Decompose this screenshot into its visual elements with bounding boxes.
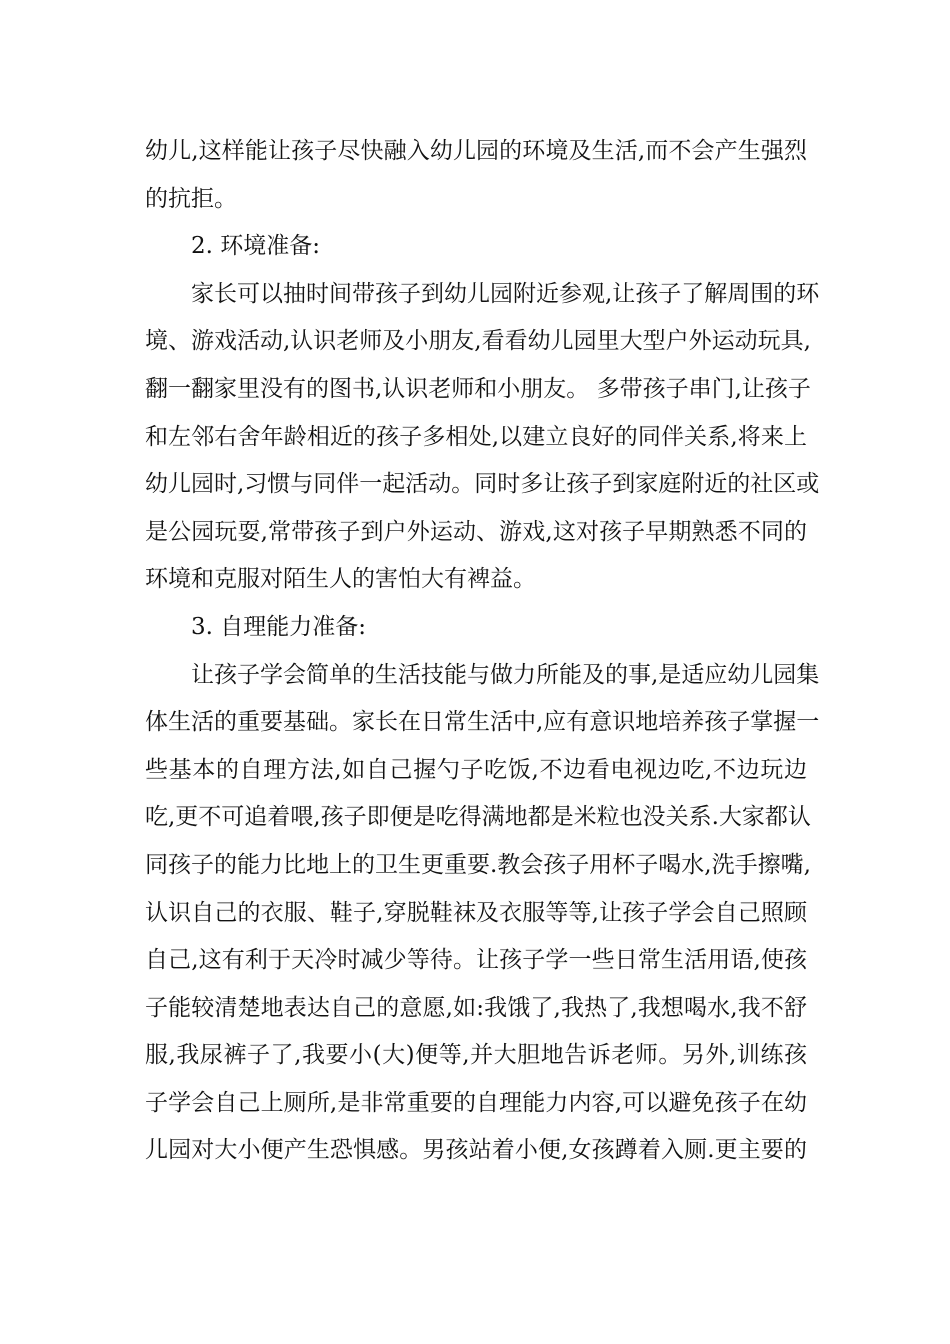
- text-line: 子学会自己上厕所,是非常重要的自理能力内容,可以避免孩子在幼: [145, 1089, 807, 1116]
- text-line: 子能较清楚地表达自己的意愿,如:我饿了,我热了,我想喝水,我不舒: [145, 994, 807, 1021]
- paragraph-first-line: 家长可以抽时间带孩子到幼儿园附近参观,让孩子了解周围的环: [191, 280, 820, 307]
- text-line: 和左邻右舍年龄相近的孩子多相处,以建立良好的同伴关系,将来上: [145, 423, 807, 450]
- text-line: 体生活的重要基础。家长在日常生活中,应有意识地培养孩子掌握一: [145, 709, 820, 736]
- text-line: 自己,这有利于天冷时减少等待。让孩子学一些日常生活用语,使孩: [145, 947, 807, 974]
- text-line: 的抗拒。: [145, 185, 237, 212]
- section-heading-self-care: 3. 自理能力准备:: [191, 613, 367, 640]
- text-line: 翻一翻家里没有的图书,认识老师和小朋友。 多带孩子串门,让孩子: [145, 375, 811, 402]
- text-line: 服,我尿裤子了,我要小(大)便等,并大胆地告诉老师。另外,训练孩: [145, 1042, 807, 1069]
- paragraph-first-line: 让孩子学会简单的生活技能与做力所能及的事,是适应幼儿园集: [191, 661, 820, 688]
- text-line: 幼儿园时,习惯与同伴一起活动。同时多让孩子到家庭附近的社区或: [145, 471, 820, 498]
- text-line: 幼儿,这样能让孩子尽快融入幼儿园的环境及生活,而不会产生强烈: [145, 138, 807, 164]
- text-line: 吃,更不可追着喂,孩子即便是吃得满地都是米粒也没关系.大家都认: [145, 804, 811, 831]
- text-line: 境、游戏活动,认识老师及小朋友,看看幼儿园里大型户外运动玩具,: [145, 328, 811, 355]
- text-line: 环境和克服对陌生人的害怕大有裨益。: [145, 566, 536, 593]
- text-line: 同孩子的能力比地上的卫生更重要.教会孩子用杯子喝水,洗手擦嘴,: [145, 851, 811, 878]
- text-line: 些基本的自理方法,如自己握勺子吃饭,不边看电视边吃,不边玩边: [145, 756, 807, 783]
- body-text: [145, 128, 820, 1175]
- text-line: 认识自己的衣服、鞋子,穿脱鞋袜及衣服等等,让孩子学会自己照顾: [145, 899, 807, 926]
- text-line: 儿园对大小便产生恐惧感。男孩站着小便,女孩蹲着入厕.更主要的: [145, 1137, 807, 1164]
- text-line: 是公园玩耍,常带孩子到户外运动、游戏,这对孩子早期熟悉不同的: [145, 518, 807, 545]
- section-heading-environment: 2. 环境准备:: [191, 233, 321, 260]
